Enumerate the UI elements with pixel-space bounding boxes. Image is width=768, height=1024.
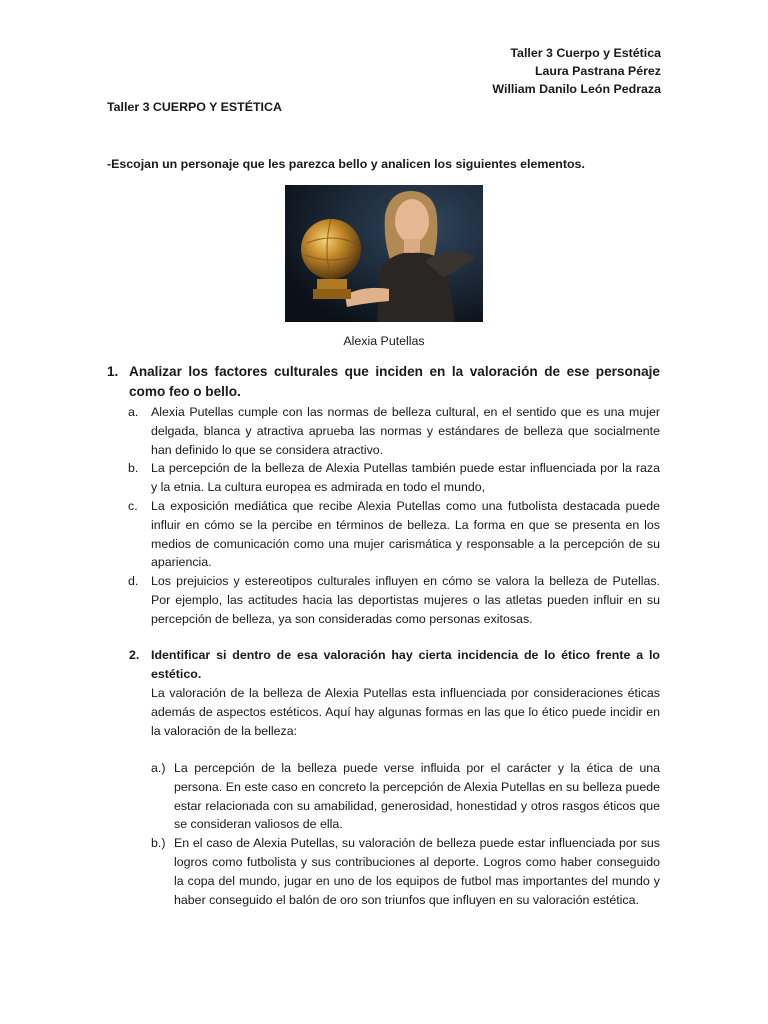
list-item [128, 497, 660, 572]
list-item-marker: a. [128, 405, 139, 419]
question-2-answer-list [151, 759, 660, 909]
question-2-number: 2. [129, 648, 140, 662]
list-item-text: En el caso de Alexia Putellas, su valoración de belleza puede estar influenciada por sus logros como futbolista y sus contribuciones al deporte. Logros como haber conseguido la copa del mundo, jugar en uno de los equipos de futbol mas importantes del mundo y haber conseguido el balón de oro son triunfos que influyen en su valoración estética. [174, 836, 660, 907]
document-title: Taller 3 CUERPO Y ESTÉTICA [107, 100, 282, 114]
header-author-2: William Danilo León Pedraza [492, 82, 661, 96]
header-author-1: Laura Pastrana Pérez [534, 64, 661, 78]
question-2-text: Identificar si dentro de esa valoración hay cierta incidencia de lo ético frente a lo estético. [151, 648, 660, 681]
list-item-marker: b. [128, 461, 139, 476]
list-item-marker: a.) [151, 761, 166, 775]
question-1-number: 1. [107, 364, 119, 379]
photo-illustration [285, 185, 483, 322]
question-2 [129, 646, 660, 684]
header-course: Taller 3 Cuerpo y Estética [510, 46, 661, 60]
list-item-text: La percepción de la belleza de Alexia Putellas también puede estar influenciada por la raza y la etnia. La cultura europea es admirada en todo el mundo, [151, 461, 660, 495]
question-1-answer-list [128, 403, 660, 629]
list-item-text: La exposición mediática que recibe Alexia Putellas como una futbolista destacada puede influir en cómo se la percibe en términos de belleza. La forma en que se presenta en los medios de comunicación como una mujer carismática y responsable a la percepción de su apariencia. [151, 498, 660, 570]
list-item [128, 459, 660, 497]
question-2-intro: La valoración de la belleza de Alexia Putellas esta influenciada por consideraciones éticas además de aspectos estéticos. Aquí hay algunas formas en las que lo ético puede incidir en la valoración de la belleza: [151, 686, 660, 738]
list-item-text: Los prejuicios y estereotipos culturales influyen en cómo se valora la belleza de Putellas. Por ejemplo, las actitudes hacia las deportistas mujeres o las atletas pueden influir en su percepción de belleza, ya son consideradas como personas exitosas. [151, 574, 660, 626]
list-item-marker: b.) [151, 836, 166, 851]
list-item [151, 834, 660, 909]
list-item [128, 572, 660, 628]
list-item-marker: c. [128, 498, 138, 513]
question-1-text: Analizar los factores culturales que inciden en la valoración de ese personaje como feo o bello. [129, 364, 660, 399]
list-item [151, 759, 660, 834]
question-1 [107, 362, 660, 402]
list-item-text: La percepción de la belleza puede verse influida por el carácter y la ética de una persona. En este caso en concreto la percepción de Alexia Putellas en su belleza puede estar relacionada con su amabilidad, generosidad, honestidad y otros rasgos éticos que se consideran valiosos de ella. [174, 761, 660, 832]
alexia-putellas-photo [285, 185, 483, 322]
list-item-text: Alexia Putellas cumple con las normas de belleza cultural, en el sentido que es una mujer delgada, blanca y atractiva aprueba las normas y estándares de belleza que socialmente han definido lo que se considera atractivo. [151, 405, 660, 457]
photo-caption: Alexia Putellas [343, 334, 425, 348]
document-header [492, 44, 661, 98]
list-item [128, 403, 660, 459]
list-item-marker: d. [128, 574, 139, 589]
instruction-text: -Escojan un personaje que les parezca bello y analicen los siguientes elementos. [107, 157, 585, 171]
